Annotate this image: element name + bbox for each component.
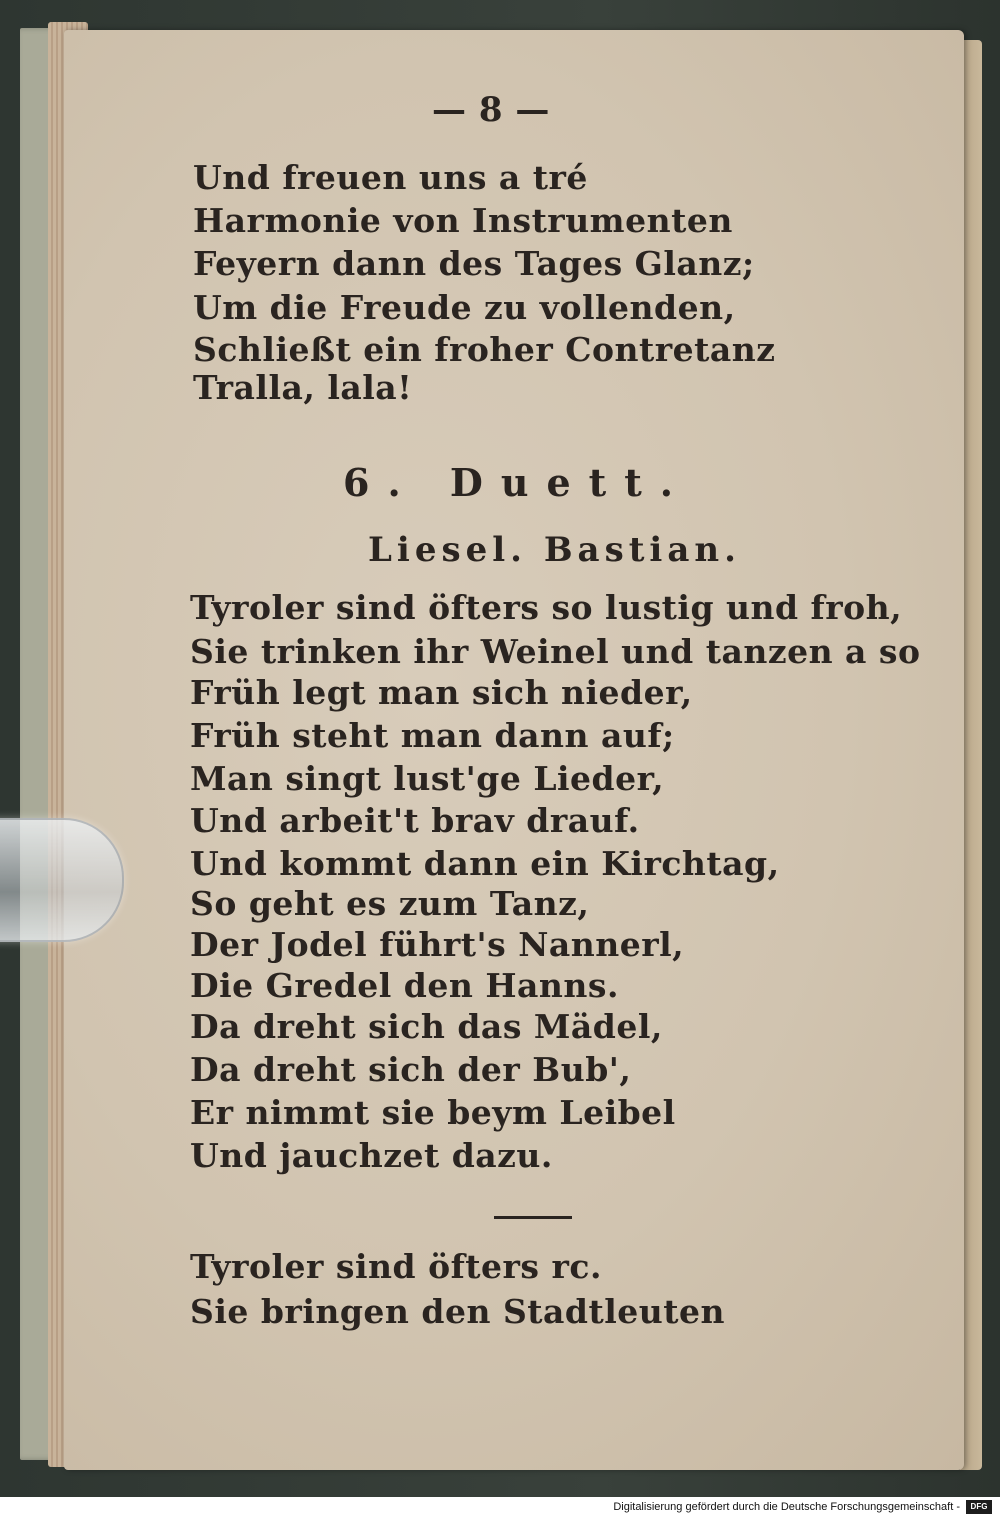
verse-line: Da dreht sich der Bub',	[190, 1050, 632, 1089]
verse-line: Die Gredel den Hanns.	[190, 966, 619, 1005]
verse-line: Harmonie von Instrumenten	[193, 201, 733, 240]
verse-line: Tyroler sind öfters rc.	[190, 1247, 602, 1286]
verse-line: Und arbeit't brav drauf.	[190, 801, 640, 840]
speaker-names: Liesel. Bastian.	[368, 530, 741, 570]
verse-line: Um die Freude zu vollenden,	[193, 288, 736, 327]
verse-line: So geht es zum Tanz,	[190, 884, 590, 923]
footer-bar	[0, 1497, 1000, 1519]
verse-line: Tyroler sind öfters so lustig und froh,	[190, 588, 903, 627]
page-holder-clip	[0, 818, 124, 942]
verse-line: Der Jodel führt's Nannerl,	[190, 925, 685, 964]
dfg-logo: DFG	[966, 1500, 992, 1514]
page-number: — 8 —	[432, 90, 550, 130]
verse-line: Man singt lust'ge Lieder,	[190, 759, 665, 798]
verse-line: Früh steht man dann auf;	[190, 716, 675, 755]
verse-line: Da dreht sich das Mädel,	[190, 1007, 663, 1046]
verse-line: Und kommt dann ein Kirchtag,	[190, 844, 780, 883]
verse-line: Tralla, lala!	[193, 368, 413, 407]
verse-line: Und jauchzet dazu.	[190, 1136, 553, 1175]
verse-line: Sie trinken ihr Weinel und tanzen a so	[190, 632, 921, 671]
funding-credit: Digitalisierung gefördert durch die Deutsche Forschungsgemeinschaft -	[613, 1501, 960, 1513]
verse-line: Er nimmt sie beym Leibel	[190, 1093, 676, 1132]
verse-line: Sie bringen den Stadtleuten	[190, 1292, 725, 1331]
section-heading: 6. Duett.	[343, 460, 691, 505]
verse-line: Schließt ein froher Contretanz	[193, 330, 776, 369]
verse-line: Früh legt man sich nieder,	[190, 673, 693, 712]
section-divider	[494, 1216, 572, 1219]
verse-line: Feyern dann des Tages Glanz;	[193, 244, 755, 283]
verse-line: Und freuen uns a tré	[193, 158, 588, 197]
